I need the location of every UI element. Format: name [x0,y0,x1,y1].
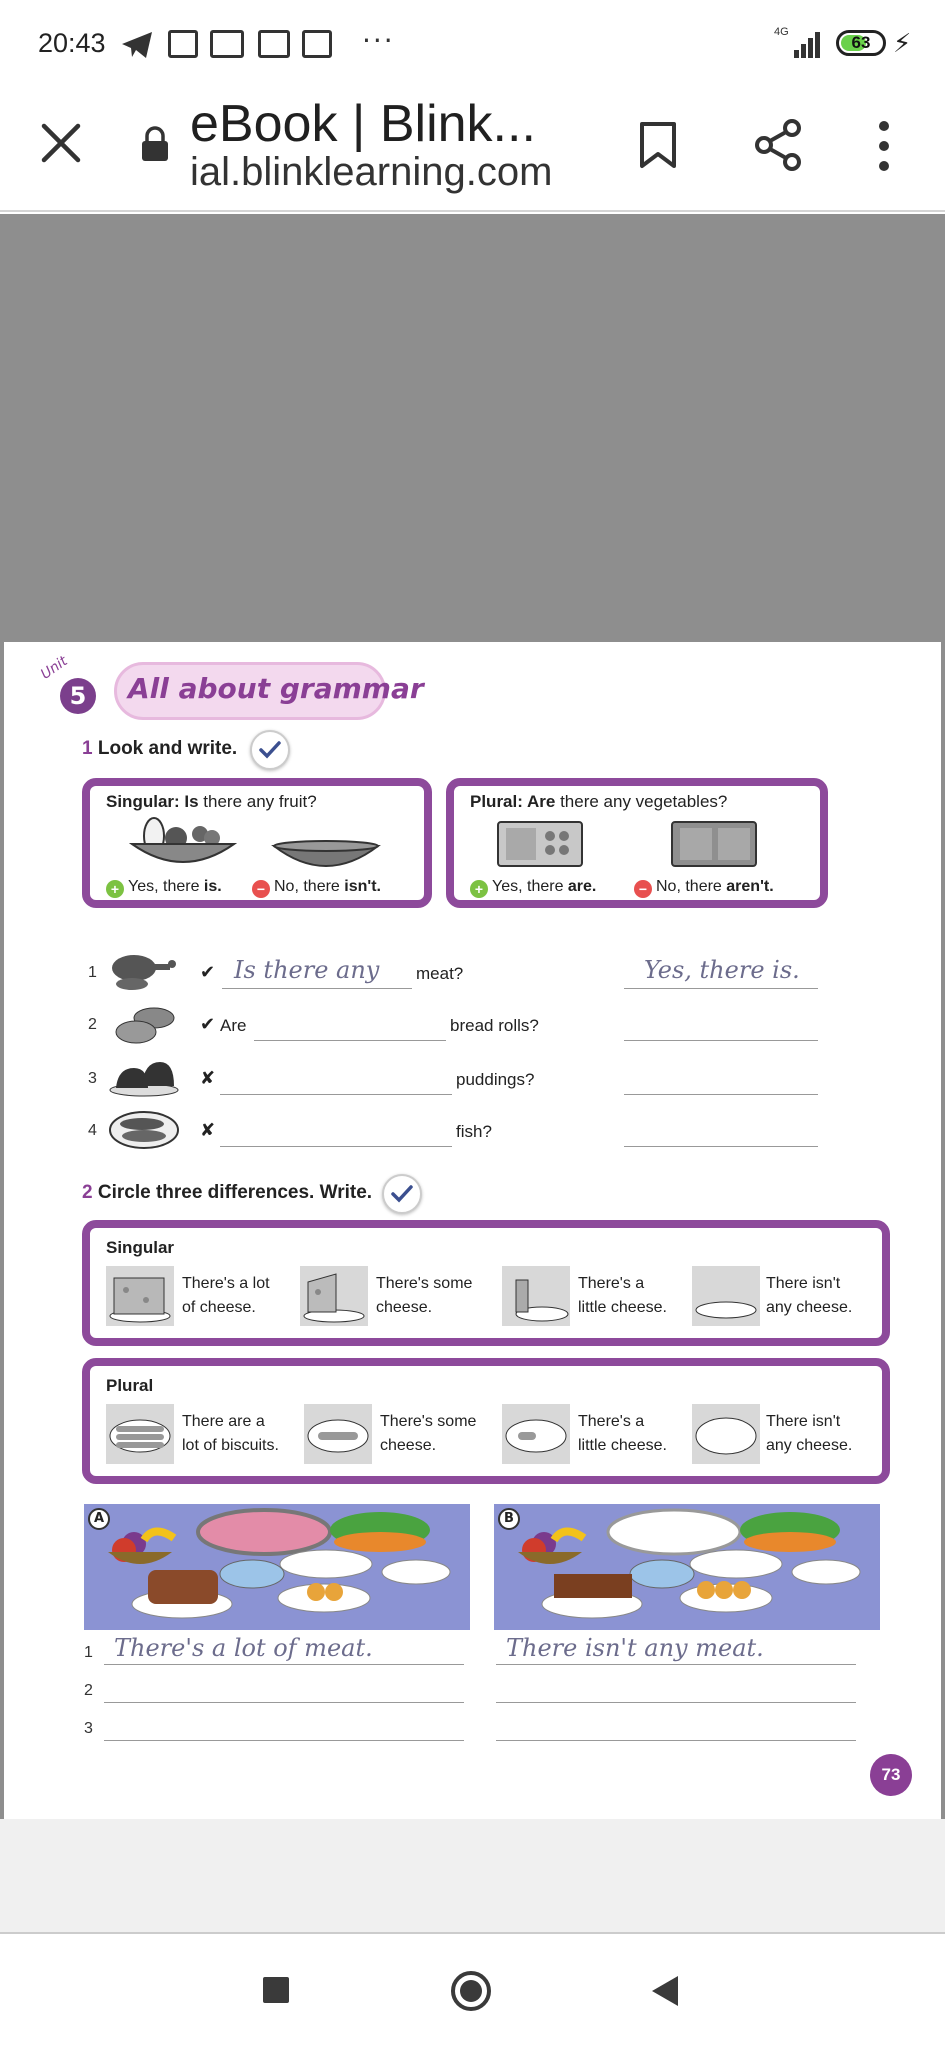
navigation-bar [0,1936,945,2048]
cross-mark: ✘ [200,1068,216,1089]
scene-b-image [494,1504,880,1630]
biscuits-none-image [692,1404,760,1464]
page-url[interactable]: ial.blinklearning.com [190,150,553,194]
meat-icon [104,950,176,992]
written-answer-a: There's a lot of meat. [114,1634,373,1662]
mail-icon [302,30,332,58]
lock-icon [140,126,170,162]
telegram-icon [120,30,154,60]
app-icon [168,30,198,58]
answer-line[interactable] [624,1146,818,1147]
viewer-bottom-strip [0,1819,945,1934]
biscuits-lot-image [106,1404,174,1464]
written-answer: Yes, there is. [644,956,800,984]
check-mark: ✔ [200,962,216,983]
checkmark-icon [252,732,288,768]
biscuits-little-image [502,1404,570,1464]
more-notifications-icon: ··· [362,24,395,57]
unit-title: All about grammar [128,672,424,705]
row-number: 2 [88,1016,97,1033]
plural-caption: There's some cheese. [380,1413,477,1454]
cheese-some-image [300,1266,368,1326]
singular-caption: There isn't any cheese. [766,1275,853,1316]
book-page [4,642,941,1822]
answer-line[interactable] [104,1702,464,1703]
unit-number: 5 [60,678,96,714]
singular-caption: There's a little cheese. [578,1275,667,1316]
answer-line[interactable] [624,1040,818,1041]
row-number: 4 [88,1122,97,1139]
bread-rolls-icon [112,1004,178,1046]
page-number: 73 [870,1754,912,1796]
singular-heading: Singular [106,1238,175,1257]
unit-label: Unit [37,653,71,683]
exercise-1-title: 1 Look and write. [82,738,238,759]
row-number: 1 [88,964,97,981]
cross-mark: ✘ [200,1120,216,1141]
battery-icon [836,30,886,56]
no-there-isnt: − No, there isn't. [252,878,381,898]
answer-line[interactable] [624,988,818,989]
check-mark: ✔ [200,1014,216,1035]
written-question: Is there any [234,956,380,984]
singular-caption: There's some cheese. [376,1275,473,1316]
answer-line[interactable] [104,1664,464,1665]
no-there-arent: − No, there aren't. [634,878,774,898]
singular-heading: Singular: Is there any fruit? [106,792,317,811]
line-number: 1 [84,1644,93,1661]
gmail-icon [258,30,290,58]
battery-level: 63 [851,33,871,52]
browser-toolbar [0,90,945,212]
answer-line[interactable] [624,1094,818,1095]
share-icon[interactable] [752,118,804,172]
plural-caption: There isn't any cheese. [766,1413,853,1454]
checkmark-icon [384,1176,420,1212]
exercise-2-title: 2 Circle three differences. Write. [82,1182,373,1203]
empty-tray-icon [668,818,760,870]
scene-a-image [84,1504,470,1630]
puddings-icon [108,1056,180,1098]
fruit-bowl-icon [128,814,238,870]
row-suffix: puddings? [456,1070,535,1089]
row-suffix: bread rolls? [450,1016,539,1035]
line-number: 2 [84,1682,93,1699]
close-icon[interactable] [36,118,86,168]
yes-there-are: + Yes, there are. [470,878,596,898]
plural-heading: Plural: Are there any vegetables? [470,792,728,811]
more-vert-icon[interactable] [870,118,898,174]
empty-bowl-icon [270,838,382,874]
photo-icon [210,30,244,58]
yes-there-is: + Yes, there is. [106,878,222,898]
plural-caption: There are a lot of biscuits. [182,1413,279,1454]
charging-icon: ⚡ [893,29,912,59]
answer-line[interactable] [496,1702,856,1703]
scene-b-label: B [498,1508,520,1530]
fish-icon [108,1108,180,1150]
recent-apps-icon[interactable] [262,1976,290,2004]
ebook-viewer[interactable] [0,214,945,1819]
network-type: 4G [774,26,789,38]
row-number: 3 [88,1070,97,1087]
cheese-little-image [502,1266,570,1326]
answer-line[interactable] [220,1146,452,1147]
status-bar [0,0,945,90]
biscuits-some-image [304,1404,372,1464]
row-suffix: meat? [416,964,464,983]
plural-caption: There's a little cheese. [578,1413,667,1454]
answer-line[interactable] [496,1664,856,1665]
page-title[interactable]: eBook | Blink... [190,95,536,153]
answer-line[interactable] [220,1094,452,1095]
bookmark-icon[interactable] [636,120,680,170]
written-answer-b: There isn't any meat. [506,1634,764,1662]
back-icon[interactable] [650,1974,680,2008]
check-badge[interactable] [382,1174,422,1214]
plural-heading: Plural [106,1376,154,1395]
row-suffix: fish? [456,1122,492,1141]
signal-icon [790,30,824,58]
cheese-lot-image [106,1266,174,1326]
cheese-none-image [692,1266,760,1326]
answer-line[interactable] [496,1740,856,1741]
home-icon[interactable] [450,1970,492,2012]
check-badge[interactable] [250,730,290,770]
singular-caption: There's a lot of cheese. [182,1275,270,1316]
answer-line[interactable] [104,1740,464,1741]
vegetable-tray-icon [494,818,586,870]
answer-line[interactable] [254,1040,446,1041]
status-time: 20:43 [38,28,106,58]
scene-a-label: A [88,1508,110,1530]
line-number: 3 [84,1720,93,1737]
answer-line[interactable] [222,988,412,989]
row-prefix: Are [220,1016,247,1035]
